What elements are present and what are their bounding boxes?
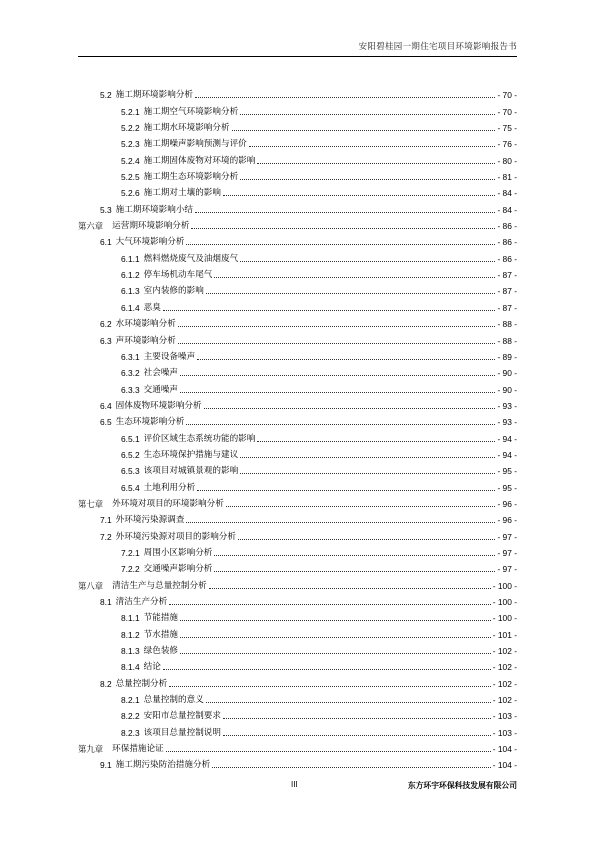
toc-entry[interactable] xyxy=(78,427,517,443)
toc-entry[interactable] xyxy=(78,378,517,394)
toc-entry-page: - 96 - xyxy=(497,515,517,526)
toc-entry-title: 绿色装修 xyxy=(143,646,179,657)
toc-entry-title: 生态环境影响分析 xyxy=(115,417,185,428)
toc-entry-number: 5.2.5 xyxy=(121,172,140,183)
toc-entry-title: 运营期环境影响分析 xyxy=(112,221,190,232)
toc-entry-title: 施工期环境影响小结 xyxy=(115,204,194,215)
toc-dot-leader xyxy=(191,228,495,229)
toc-entry-page: - 80 - xyxy=(497,155,517,166)
toc-entry-title: 施工期噪声影响预测与评价 xyxy=(143,139,247,150)
toc-entry-page: - 90 - xyxy=(497,368,517,379)
toc-entry-number: 5.2 xyxy=(100,90,112,101)
toc-entry-number: 6.1.1 xyxy=(121,253,140,264)
toc-entry-title: 燃料燃烧废气及油烟废气 xyxy=(143,253,239,264)
toc-entry-title: 外环境污染源对项目的影响分析 xyxy=(115,531,236,542)
toc-entry-page: - 88 - xyxy=(497,319,517,330)
toc-dot-leader xyxy=(240,179,495,180)
toc-entry-title: 室内装修的影响 xyxy=(143,286,204,297)
toc-entry[interactable] xyxy=(78,672,517,688)
toc-entry-number: 8.1.1 xyxy=(121,613,140,624)
toc-entry-title: 节能措施 xyxy=(143,613,179,624)
toc-entry-title: 交通噪声影响分析 xyxy=(143,564,213,575)
toc-entry-page: - 100 - xyxy=(492,613,517,624)
document-header-title: 安阳碧桂园一期住宅项目环境影响报告书 xyxy=(358,42,517,52)
toc-entry-number: 6.1.3 xyxy=(121,286,140,297)
toc-entry-title: 周围小区影响分析 xyxy=(143,547,213,558)
toc-dot-leader xyxy=(206,702,491,703)
toc-entry[interactable] xyxy=(78,231,517,247)
toc-entry-number: 8.1.4 xyxy=(121,662,140,673)
toc-dot-leader xyxy=(206,293,496,294)
toc-entry-page: - 84 - xyxy=(497,204,517,215)
toc-entry-number: 第八章 xyxy=(78,580,104,591)
toc-entry-title: 交通噪声 xyxy=(143,384,179,395)
toc-entry[interactable] xyxy=(78,247,517,263)
toc-dot-leader xyxy=(240,473,495,474)
toc-entry[interactable] xyxy=(78,623,517,639)
toc-entry-page: - 87 - xyxy=(497,270,517,281)
toc-entry-page: - 86 - xyxy=(497,253,517,264)
toc-entry-title: 评价区域生态系统功能的影响 xyxy=(143,433,256,444)
toc-entry[interactable] xyxy=(78,476,517,492)
toc-entry-page: - 81 - xyxy=(497,172,517,183)
toc-entry-title: 施工期生态环境影响分析 xyxy=(143,172,239,183)
toc-entry-number: 6.3.2 xyxy=(121,368,140,379)
toc-entry[interactable] xyxy=(78,493,517,509)
toc-entry-number: 8.1 xyxy=(100,597,112,607)
toc-entry[interactable] xyxy=(78,313,517,329)
toc-dot-leader xyxy=(240,114,495,115)
toc-entry-title: 生态环境保护措施与建议 xyxy=(143,449,239,460)
toc-entry-page: - 94 - xyxy=(497,449,517,460)
toc-entry[interactable] xyxy=(78,656,517,672)
toc-entry[interactable] xyxy=(78,84,517,100)
toc-dot-leader xyxy=(178,343,496,344)
toc-dot-leader xyxy=(180,375,495,376)
toc-entry-number: 9.1 xyxy=(100,760,112,771)
toc-entry-title: 清洁生产分析 xyxy=(115,597,168,607)
toc-entry-page: - 103 - xyxy=(492,727,517,738)
toc-entry-number: 6.5.4 xyxy=(121,482,140,493)
toc-dot-leader xyxy=(257,163,495,164)
toc-dot-leader xyxy=(169,686,491,687)
toc-entry-title: 施工期空气环境影响分析 xyxy=(143,106,239,117)
toc-dot-leader xyxy=(180,392,495,393)
toc-entry-number: 6.3 xyxy=(100,335,112,346)
toc-entry[interactable] xyxy=(78,215,517,231)
toc-entry-number: 5.2.2 xyxy=(121,123,140,134)
toc-entry[interactable] xyxy=(78,607,517,623)
toc-dot-leader xyxy=(214,571,495,572)
toc-entry-page: - 96 - xyxy=(497,498,517,509)
toc-entry-number: 7.1 xyxy=(100,515,112,526)
toc-entry-title: 结论 xyxy=(143,662,161,673)
toc-entry-title: 外环境对项目的环境影响分析 xyxy=(112,498,224,509)
toc-entry-number: 6.5 xyxy=(100,417,112,428)
toc-entry-number: 7.2 xyxy=(100,531,112,542)
toc-entry-page: - 86 - xyxy=(497,237,517,248)
toc-entry-number: 8.2 xyxy=(100,678,112,689)
toc-dot-leader xyxy=(214,277,495,278)
toc-entry-page: - 103 - xyxy=(492,711,517,722)
toc-entry-number: 5.3 xyxy=(100,204,112,215)
toc-dot-leader xyxy=(197,359,495,360)
toc-entry-number: 7.2.2 xyxy=(121,564,140,575)
toc-entry[interactable] xyxy=(78,460,517,476)
toc-dot-leader xyxy=(223,718,491,719)
toc-dot-leader xyxy=(163,669,491,670)
toc-entry-number: 6.5.2 xyxy=(121,449,140,460)
toc-entry[interactable] xyxy=(78,100,517,116)
header-divider xyxy=(78,56,517,57)
toc-entry-page: - 93 - xyxy=(497,417,517,428)
toc-entry[interactable] xyxy=(78,574,517,590)
toc-entry-page: - 95 - xyxy=(497,482,517,493)
toc-dot-leader xyxy=(197,490,495,491)
toc-entry-page: - 70 - xyxy=(497,106,517,117)
toc-entry[interactable] xyxy=(78,558,517,574)
toc-entry-number: 8.1.2 xyxy=(121,629,140,640)
toc-dot-leader xyxy=(223,735,491,736)
toc-entry-title: 清洁生产与总量控制分析 xyxy=(112,580,207,591)
toc-dot-leader xyxy=(186,424,495,425)
toc-entry[interactable] xyxy=(78,689,517,705)
toc-entry[interactable] xyxy=(78,329,517,345)
toc-entry-title: 土地利用分析 xyxy=(143,482,196,493)
toc-entry-title: 施工期环境影响分析 xyxy=(115,90,194,101)
toc-dot-leader xyxy=(209,588,491,589)
toc-entry[interactable] xyxy=(78,738,517,754)
toc-entry-number: 6.1.2 xyxy=(121,270,140,281)
toc-entry-title: 主要设备噪声 xyxy=(143,351,196,362)
toc-dot-leader xyxy=(180,653,491,654)
toc-entry-title: 施工期污染防治措施分析 xyxy=(115,760,211,771)
toc-entry-title: 安阳市总量控制要求 xyxy=(143,711,221,722)
toc-entry-page: - 102 - xyxy=(492,678,517,689)
toc-dot-leader xyxy=(232,130,496,131)
toc-entry-page: - 88 - xyxy=(497,335,517,346)
toc-entry[interactable] xyxy=(78,721,517,737)
toc-entry[interactable] xyxy=(78,264,517,280)
toc-entry-page: - 90 - xyxy=(497,384,517,395)
toc-entry[interactable] xyxy=(78,444,517,460)
toc-dot-leader xyxy=(240,261,495,262)
toc-entry[interactable] xyxy=(78,346,517,362)
toc-entry-page: - 102 - xyxy=(492,695,517,706)
toc-entry-page: - 102 - xyxy=(492,662,517,673)
toc-entry-title: 节水措施 xyxy=(143,629,179,640)
toc-dot-leader xyxy=(186,244,495,245)
toc-dot-leader xyxy=(178,326,496,327)
toc-entry-number: 6.5.3 xyxy=(121,466,140,477)
toc-entry-number: 7.2.1 xyxy=(121,547,140,558)
toc-entry-page: - 102 - xyxy=(492,646,517,657)
toc-entry-number: 8.1.3 xyxy=(121,646,140,657)
toc-dot-leader xyxy=(223,195,495,196)
toc-entry-title: 声环境影响分析 xyxy=(115,335,176,346)
toc-entry-page: - 94 - xyxy=(497,433,517,444)
toc-entry-number: 6.4 xyxy=(100,400,112,411)
toc-entry-number: 8.2.2 xyxy=(121,711,140,722)
toc-dot-leader xyxy=(238,539,495,540)
toc-entry-title: 外环境污染源调查 xyxy=(115,515,185,526)
toc-entry[interactable] xyxy=(78,542,517,558)
toc-dot-leader xyxy=(214,555,495,556)
toc-entry-title: 固体废物环境影响分析 xyxy=(115,400,202,411)
toc-entry-title: 社会噪声 xyxy=(143,368,179,379)
toc-entry-page: - 101 - xyxy=(492,629,517,640)
toc-entry-number: 6.3.1 xyxy=(121,351,140,362)
toc-entry-number: 5.2.4 xyxy=(121,155,140,166)
toc-entry[interactable] xyxy=(78,149,517,165)
toc-entry[interactable] xyxy=(78,754,517,770)
toc-entry[interactable] xyxy=(78,133,517,149)
toc-dot-leader xyxy=(257,441,495,442)
toc-entry[interactable] xyxy=(78,640,517,656)
toc-entry-page: - 97 - xyxy=(497,547,517,558)
toc-entry-number: 6.5.1 xyxy=(121,433,140,444)
toc-entry[interactable] xyxy=(78,525,517,541)
toc-entry-page: - 97 - xyxy=(497,564,517,575)
toc-entry-title: 总量控制的意义 xyxy=(143,695,204,706)
toc-entry-title: 大气环境影响分析 xyxy=(115,237,185,248)
toc-dot-leader xyxy=(195,97,495,98)
toc-dot-leader xyxy=(195,212,495,213)
toc-entry-page: - 97 - xyxy=(497,531,517,542)
toc-dot-leader xyxy=(249,146,496,147)
toc-entry-page: - 104 - xyxy=(492,744,517,755)
toc-entry-page: - 95 - xyxy=(497,466,517,477)
toc-entry-title: 施工期水环境影响分析 xyxy=(143,123,230,134)
toc-entry-title: 施工期对土壤的影响 xyxy=(143,188,221,199)
toc-entry-page: - 93 - xyxy=(497,400,517,411)
toc-entry-number: 第六章 xyxy=(78,221,104,232)
toc-entry-page: - 89 - xyxy=(497,351,517,362)
toc-dot-leader xyxy=(169,604,491,605)
toc-entry-number: 5.2.3 xyxy=(121,139,140,150)
toc-entry[interactable] xyxy=(78,395,517,411)
toc-entry-number: 5.2.1 xyxy=(121,106,140,117)
toc-dot-leader xyxy=(180,637,491,638)
toc-entry-title: 环保措施论证 xyxy=(112,744,164,755)
toc-entry-page: - 86 - xyxy=(497,221,517,232)
toc-entry-page: - 76 - xyxy=(497,139,517,150)
toc-entry-title: 该项目总量控制说明 xyxy=(143,727,221,738)
toc-entry-number: 第七章 xyxy=(78,498,104,509)
toc-entry-number: 第九章 xyxy=(78,744,104,755)
toc-entry-title: 停车场机动车尾气 xyxy=(143,270,213,281)
toc-entry[interactable] xyxy=(78,280,517,296)
toc-entry[interactable] xyxy=(78,296,517,312)
toc-entry-page: - 75 - xyxy=(497,123,517,134)
page-number: III xyxy=(291,780,298,789)
toc-entry-number: 6.1.4 xyxy=(121,302,140,313)
toc-entry[interactable] xyxy=(78,509,517,525)
toc-entry[interactable] xyxy=(78,198,517,214)
toc-dot-leader xyxy=(204,408,496,409)
toc-dot-leader xyxy=(240,457,495,458)
footer-company-name: 东方环宇环保科技发展有限公司 xyxy=(407,781,517,790)
toc-entry[interactable] xyxy=(78,117,517,133)
toc-entry-title: 总量控制分析 xyxy=(115,678,168,689)
toc-entry-number: 6.1 xyxy=(100,237,112,248)
toc-entry-page: - 104 - xyxy=(492,760,517,771)
toc-dot-leader xyxy=(166,751,491,752)
toc-dot-leader xyxy=(186,522,495,523)
toc-entry[interactable] xyxy=(78,362,517,378)
toc-entry-page: - 84 - xyxy=(497,188,517,199)
toc-entry-number: 8.2.1 xyxy=(121,695,140,706)
toc-entry[interactable] xyxy=(78,182,517,198)
toc-entry[interactable] xyxy=(78,166,517,182)
toc-entry-number: 6.2 xyxy=(100,319,112,330)
toc-entry-page: - 70 - xyxy=(497,90,517,101)
toc-entry-page: - 87 - xyxy=(497,302,517,313)
table-of-contents xyxy=(78,84,517,770)
toc-entry-number: 6.3.3 xyxy=(121,384,140,395)
toc-entry-title: 该项目对城镇景观的影响 xyxy=(143,466,239,477)
toc-dot-leader xyxy=(226,506,496,507)
toc-entry[interactable] xyxy=(78,591,517,607)
toc-entry[interactable] xyxy=(78,411,517,427)
toc-entry-title: 水环境影响分析 xyxy=(115,319,176,330)
toc-entry-number: 5.2.6 xyxy=(121,188,140,199)
toc-entry[interactable] xyxy=(78,705,517,721)
toc-dot-leader xyxy=(163,310,496,311)
toc-dot-leader xyxy=(212,767,491,768)
toc-dot-leader xyxy=(180,620,491,621)
toc-entry-page: - 100 - xyxy=(492,597,517,607)
toc-entry-page: - 100 - xyxy=(492,580,517,591)
toc-entry-page: - 87 - xyxy=(497,286,517,297)
toc-entry-title: 恶臭 xyxy=(143,302,161,313)
toc-entry-number: 8.2.3 xyxy=(121,727,140,738)
toc-entry-title: 施工期固体废物对环境的影响 xyxy=(143,155,256,166)
